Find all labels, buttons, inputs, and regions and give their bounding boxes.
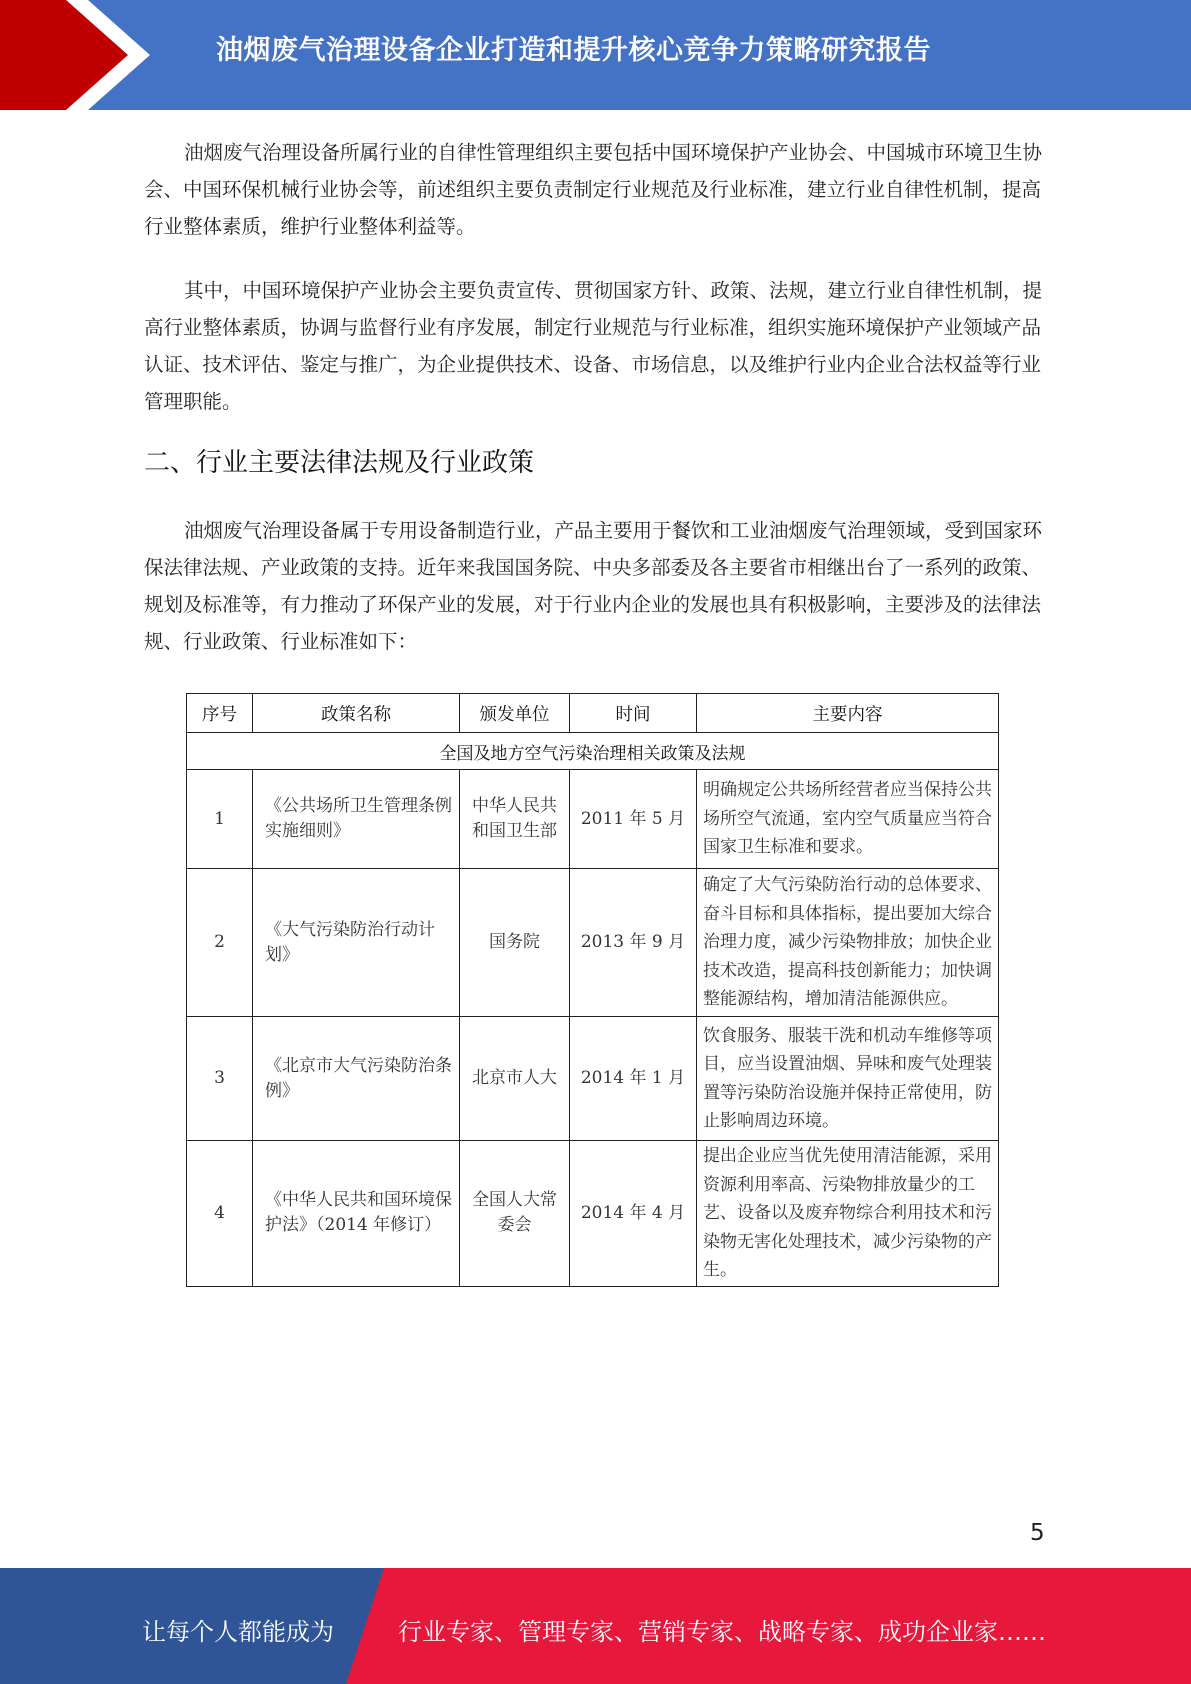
- paragraph-environmental-association: 其中，中国环境保护产业协会主要负责宣传、贯彻国家方针、政策、法规，建立行业自律性机制，提高行业整体素质，协调与监督行业有序发展，制定行业规范与行业标准，组织实施环境保护产业领域产品认证、技术评估、鉴定与推广，为企业提供技术、设备、市场信息，以及维护行业内企业合法权益等行业管理职能。: [144, 279, 1043, 413]
- table-row: [187, 770, 999, 869]
- cell-policy-name: 《公共场所卫生管理条例实施细则》: [253, 770, 460, 869]
- header-policy-name: 政策名称: [253, 694, 460, 733]
- paragraph-intro: 油烟废气治理设备属于专用设备制造行业，产品主要用于餐饮和工业油烟废气治理领域，受到国家环保法律法规、产业政策的支持。近年来我国国务院、中央多部委及各主要省市相继出台了一系列的政策、规划及标准等，有力推动了环保产业的发展，对于行业内企业的发展也具有积极影响，主要涉及的法律法规、行业政策、行业标准如下：: [144, 519, 1043, 653]
- cell-issuer: 国务院: [460, 869, 570, 1017]
- table-section-row: [187, 733, 999, 770]
- header-no: 序号: [187, 694, 253, 733]
- cell-no: 3: [187, 1017, 253, 1141]
- table-header-row: [187, 694, 999, 733]
- cell-date: 2013 年 9 月: [570, 869, 697, 1017]
- cell-issuer: 北京市人大: [460, 1017, 570, 1141]
- paragraph-self-regulatory-orgs: 油烟废气治理设备所属行业的自律性管理组织主要包括中国环境保护产业协会、中国城市环境卫生协会、中国环保机械行业协会等，前述组织主要负责制定行业规范及行业标准，建立行业自律性机制，提高行业整体素质，维护行业整体利益等。: [144, 141, 1043, 238]
- table-row: [187, 1141, 999, 1287]
- cell-policy-name: 《中华人民共和国环境保护法》（2014 年修订）: [253, 1141, 460, 1287]
- page-header: [0, 0, 1191, 110]
- cell-date: 2011 年 5 月: [570, 770, 697, 869]
- table-section-title: 全国及地方空气污染治理相关政策及法规: [187, 733, 999, 770]
- header-issuer: 颁发单位: [460, 694, 570, 733]
- cell-policy-name: 《北京市大气污染防治条例》: [253, 1017, 460, 1141]
- cell-content: 饮食服务、服装干洗和机动车维修等项目，应当设置油烟、异味和废气处理装置等污染防治设施并保持正常使用，防止影响周边环境。: [697, 1017, 999, 1141]
- section-heading: 二、行业主要法律法规及行业政策: [144, 448, 535, 478]
- cell-policy-name: 《大气污染防治行动计划》: [253, 869, 460, 1017]
- cell-issuer: 中华人民共和国卫生部: [460, 770, 570, 869]
- cell-issuer: 全国人大常委会: [460, 1141, 570, 1287]
- cell-no: 4: [187, 1141, 253, 1287]
- cell-date: 2014 年 4 月: [570, 1141, 697, 1287]
- cell-no: 1: [187, 770, 253, 869]
- cell-content: 确定了大气污染防治行动的总体要求、奋斗目标和具体指标，提出要加大综合治理力度，减少污染物排放；加快企业技术改造，提高科技创新能力；加快调整能源结构，增加清洁能源供应。: [697, 869, 999, 1017]
- table-row: [187, 869, 999, 1017]
- cell-date: 2014 年 1 月: [570, 1017, 697, 1141]
- page-footer: [0, 1568, 1191, 1684]
- header-content: 主要内容: [697, 694, 999, 733]
- report-title: 油烟废气治理设备企业打造和提升核心竞争力策略研究报告: [216, 35, 931, 66]
- policy-table: [186, 693, 999, 1287]
- footer-slogan-left: 让每个人都能成为: [142, 1618, 334, 1646]
- cell-content: 明确规定公共场所经营者应当保持公共场所空气流通，室内空气质量应当符合国家卫生标准和要求。: [697, 770, 999, 869]
- footer-slogan-right: 行业专家、管理专家、营销专家、战略专家、成功企业家……: [398, 1618, 1046, 1646]
- page-number: 5: [1030, 1520, 1045, 1546]
- cell-content: 提出企业应当优先使用清洁能源，采用资源利用率高、污染物排放量少的工艺、设备以及废弃物综合利用技术和污染物无害化处理技术，减少污染物的产生。: [697, 1141, 999, 1287]
- table-row: [187, 1017, 999, 1141]
- cell-no: 2: [187, 869, 253, 1017]
- header-date: 时间: [570, 694, 697, 733]
